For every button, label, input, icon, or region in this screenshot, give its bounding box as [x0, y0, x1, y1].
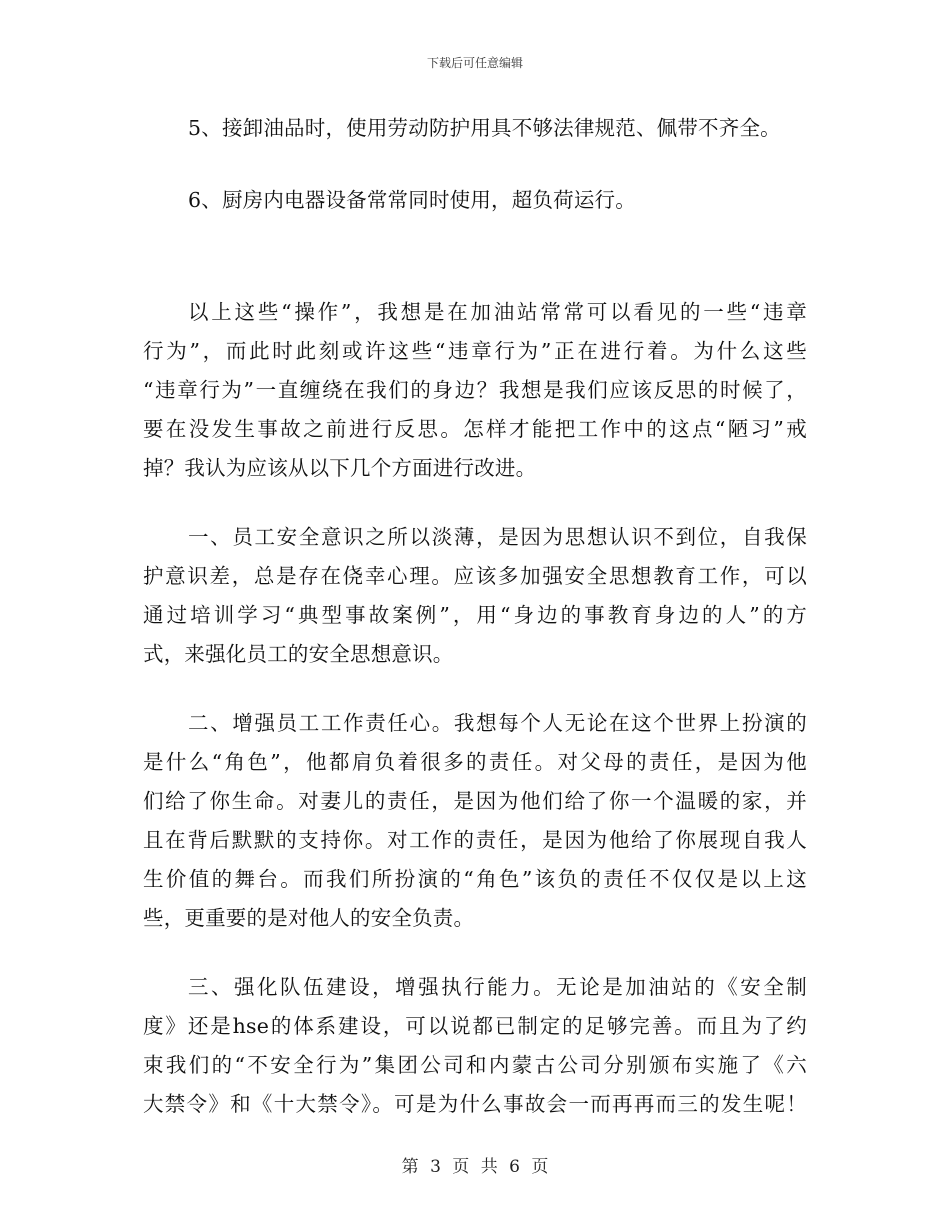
paragraph-line: 行为”，而此时此刻或许这些“违章行为”正在进行着。为什么这些	[143, 339, 807, 363]
paragraph-line: “违章行为”一直缠绕在我们的身边？我想是我们应该反思的时候了，	[143, 378, 807, 402]
paragraph-line: 通过培训学习“典型事故案例”，用“身边的事教育身边的人”的方	[143, 603, 807, 627]
paragraph-line: 式，来强化员工的安全思想意识。	[143, 642, 454, 666]
paragraph-line: 些，更重要的是对他人的安全负责。	[143, 906, 475, 930]
paragraph-line: 以上这些“操作”，我想是在加油站常常可以看见的一些“违章	[188, 300, 807, 324]
paragraph-line: 一、员工安全意识之所以淡薄，是因为思想认识不到位，自我保	[188, 525, 807, 549]
page-footer: 第 3 页 共 6 页	[401, 1157, 549, 1177]
paragraph-line: 束我们的“不安全行为”集团公司和内蒙古公司分别颁布实施了《六	[143, 1053, 807, 1077]
paragraph-line: 度》还是hse的体系建设，可以说都已制定的足够完善。而且为了约	[143, 1014, 807, 1038]
paragraph-line: 要在没发生事故之前进行反思。怎样才能把工作中的这点“陋习”戒	[143, 417, 807, 441]
page-header: 下载后可任意编辑	[426, 56, 523, 70]
paragraph-line: 们给了你生命。对妻儿的责任，是因为他们给了你一个温暖的家，并	[143, 789, 807, 813]
paragraph-line: 掉？我认为应该从以下几个方面进行改进。	[143, 456, 537, 480]
list-item: 6、厨房内电器设备常常同时使用，超负荷运行。	[188, 188, 636, 212]
paragraph-line: 护意识差，总是存在侥幸心理。应该多加强安全思想教育工作，可以	[143, 564, 807, 588]
paragraph-line: 二、增强员工工作责任心。我想每个人无论在这个世界上扮演的	[188, 711, 807, 735]
paragraph-line: 大禁令》和《十大禁令》。可是为什么事故会一而再再而三的发生呢！	[143, 1092, 807, 1116]
paragraph-line: 且在背后默默的支持你。对工作的责任，是因为他给了你展现自我人	[143, 828, 807, 852]
paragraph-line: 三、强化队伍建设，增强执行能力。无论是加油站的《安全制	[188, 975, 807, 999]
paragraph-line: 是什么“角色”，他都肩负着很多的责任。对父母的责任，是因为他	[143, 750, 807, 774]
list-item: 5、接卸油品时，使用劳动防护用具不够法律规范、佩带不齐全。	[188, 116, 781, 140]
paragraph-line: 生价值的舞台。而我们所扮演的“角色”该负的责任不仅仅是以上这	[143, 867, 807, 891]
